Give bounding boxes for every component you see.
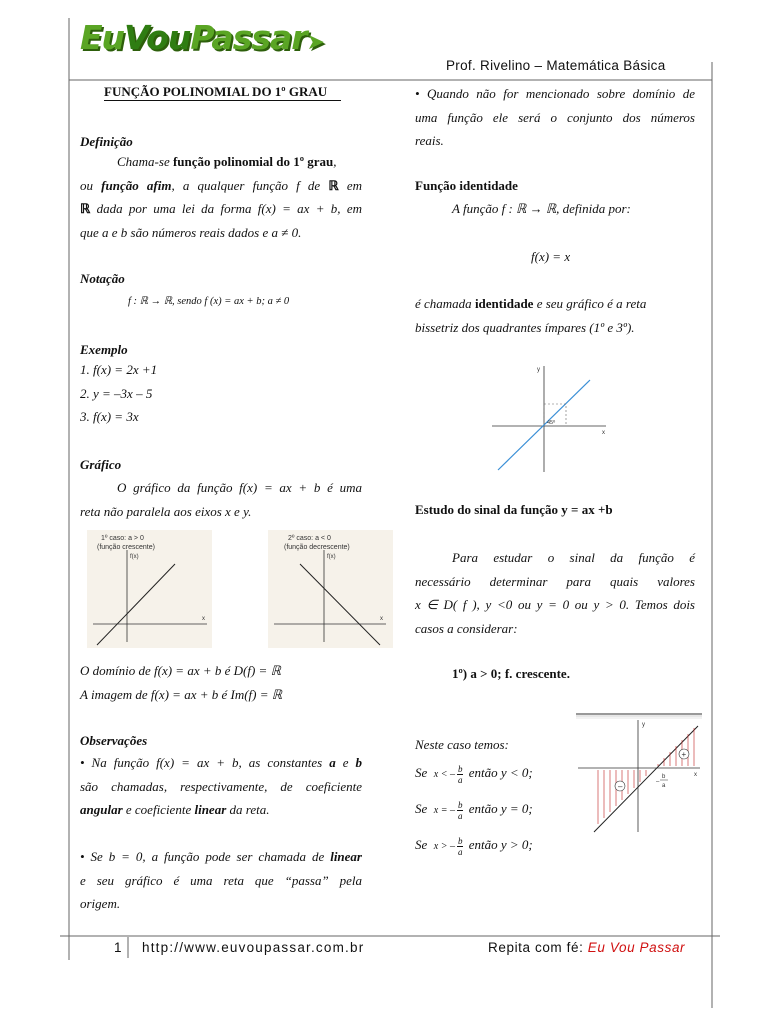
sinal-heading: Estudo do sinal da função y = ax +b xyxy=(415,502,613,517)
svg-text:a: a xyxy=(662,783,666,789)
exemplo-list xyxy=(80,358,157,429)
grafico-heading: Gráfico xyxy=(80,457,122,472)
graph-sinal xyxy=(576,712,702,836)
cond1: Se x < – $\frac{b}{a}$ então y < 0; xyxy=(415,763,533,785)
identidade-heading: Função identidade xyxy=(415,178,518,193)
svg-text:y: y xyxy=(642,722,645,728)
cond3: Se x > – $\frac{b}{a}$ então y > 0; xyxy=(415,835,533,857)
observacoes-heading: Observações xyxy=(80,733,148,748)
definicao-text: Chama-se função polinomial do 1º grau, ou função afim, a qualquer função f de ℝ em ℝ dada por uma lei da forma f(x) = ax + b, em que a e b são números reais dados e a ≠ 0. xyxy=(80,154,362,240)
list-item: 3. f(x) = 3x xyxy=(80,409,139,424)
svg-text:–: – xyxy=(656,779,660,785)
footer-slogan: Repita com fé: Eu Vou Passar xyxy=(488,940,686,955)
caso1-heading: 1º) a > 0; f. crescente. xyxy=(452,666,570,681)
svg-text:x: x xyxy=(202,616,205,622)
angle-label: 45º xyxy=(547,420,556,426)
svg-text:x: x xyxy=(380,616,383,622)
logo: EuVouPassar➤ xyxy=(80,18,324,57)
sign-minus: – xyxy=(618,782,623,791)
svg-text:x: x xyxy=(602,430,605,436)
header-subtitle: Prof. Rivelino – Matemática Básica xyxy=(446,58,666,73)
exemplo-heading: Exemplo xyxy=(80,342,128,357)
svg-text:x: x xyxy=(694,772,697,778)
definicao-heading: Definição xyxy=(80,134,133,149)
sign-plus: + xyxy=(681,750,687,759)
title-underline xyxy=(104,100,341,101)
list-item: 2. y = –3x – 5 xyxy=(80,385,153,401)
graph-decrescente xyxy=(268,530,393,648)
svg-text:f(x): f(x) xyxy=(130,554,139,560)
graph-identidade xyxy=(488,362,610,474)
graph2-caption2: (função decrescente) xyxy=(284,544,350,551)
dominio-imagem: O domínio de f(x) = ax + b é D(f) = ℝ A imagem de f(x) = ax + b é Im(f) = ℝ xyxy=(80,663,283,702)
identidade-formula: f(x) = x xyxy=(531,249,571,264)
sinal-text: Para estudar o sinal da função é necessário determinar para quais valores x ∈ D( f ), y <0 ou y = 0 ou y > 0. Temos dois casos a considerar: xyxy=(415,550,695,636)
neste-caso: Neste caso temos: xyxy=(415,737,509,752)
svg-text:b: b xyxy=(662,774,666,780)
graph1-caption2: (função crescente) xyxy=(97,544,155,551)
graph-crescente xyxy=(87,530,212,648)
obs2-text: • Se b = 0, a função pode ser chamada de linear e seu gráfico é uma reta que “passa” pela origem. xyxy=(80,849,362,911)
page-number: 1 xyxy=(114,940,122,955)
cond2: Se x = – $\frac{b}{a}$ então y = 0; xyxy=(415,799,533,821)
notacao-formula: f : ℝ → ℝ, sendo f (x) = ax + b; a ≠ 0 xyxy=(128,296,290,307)
arrow-icon: ➤ xyxy=(306,30,324,55)
identidade-intro: A função f : ℝ → ℝ, definida por: xyxy=(452,201,631,216)
grafico-text: O gráfico da função f(x) = ax + b é uma reta não paralela aos eixos x e y. xyxy=(80,480,362,519)
svg-text:f(x): f(x) xyxy=(327,554,336,560)
graph1-caption1: 1º caso: a > 0 xyxy=(101,535,144,542)
identidade-text: é chamada identidade e seu gráfico é a reta bissetriz dos quadrantes ímpares (1º e 3º). xyxy=(415,296,647,335)
notacao-heading: Notação xyxy=(80,271,125,286)
obs1-text: • Na função f(x) = ax + b, as constantes a e b são chamadas, respectivamente, de coeficiente angular e coeficiente linear da reta. xyxy=(80,755,362,817)
svg-text:y: y xyxy=(537,367,540,373)
list-item: 1. f(x) = 2x +1 xyxy=(80,362,158,377)
footer-url-link[interactable]: http://www.euvoupassar.com.br xyxy=(142,940,365,955)
obs3-text: • Quando não for mencionado sobre domínio de uma função ele será o conjunto dos números reais. xyxy=(415,86,695,148)
page-title: FUNÇÃO POLINOMIAL DO 1º GRAU xyxy=(104,84,328,99)
graph2-caption1: 2º caso: a < 0 xyxy=(288,535,331,542)
